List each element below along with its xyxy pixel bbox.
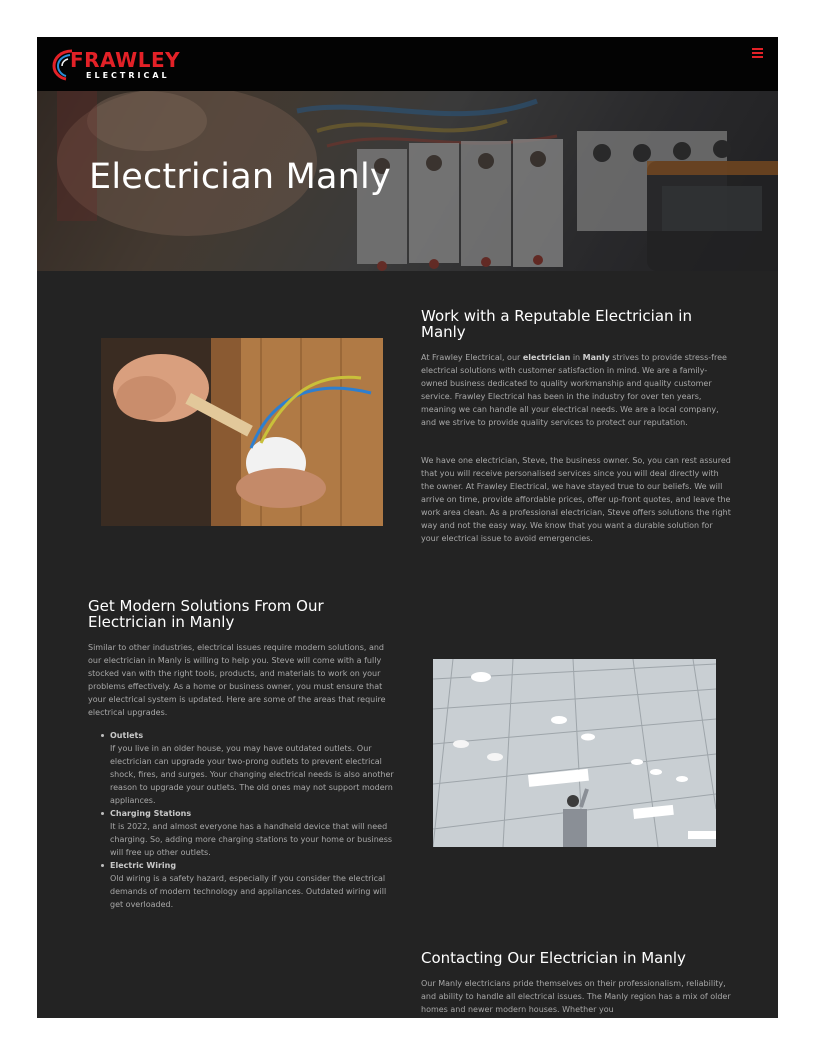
page-title: Electrician Manly bbox=[89, 157, 391, 197]
list-item-title: Electric Wiring bbox=[110, 861, 177, 870]
header-bar bbox=[37, 37, 778, 91]
hamburger-menu-icon[interactable] bbox=[752, 48, 763, 59]
brand-name: FRAWLEY bbox=[70, 48, 181, 72]
section2-intro-paragraph: Similar to other industries, electrical issues require modern solutions, and our electrician in Manly is willing to help you. Steve will come with a fully stocked van with the right tools, products, and materials to work on your problems effectively. As a home or business owner, you must ensure that your electrical system is updated. Here are some of the areas that require electrical upgrades. bbox=[88, 643, 386, 717]
list-item-title: Charging Stations bbox=[110, 809, 192, 818]
list-item bbox=[88, 807, 396, 859]
section1-paragraph-1: At Frawley Electrical, our electrician in Manly strives to provide stress-free electrical solutions with customer satisfaction in mind. We are a family-owned business dedicated to quality workmanship and quality customer service. Frawley Electrical has been in the industry for over ten years, meaning we can handle all your electrical needs. We are a local company, and we strive to provide quality services to protect our reputation. bbox=[421, 353, 727, 427]
brand-tagline: ELECTRICAL bbox=[86, 71, 170, 80]
list-item-text: It is 2022, and almost everyone has a handheld device that will need charging. So, adding more charging stations to your home or business will free up other outlets. bbox=[110, 822, 393, 857]
section-heading-modern-solutions: Get Modern Solutions From Our Electrician in Manly bbox=[88, 597, 324, 631]
brand-logo[interactable] bbox=[52, 45, 182, 85]
list-item bbox=[88, 729, 396, 807]
section-heading-reputable: Work with a Reputable Electrician in Manly bbox=[421, 307, 692, 341]
section-heading-contacting: Contacting Our Electrician in Manly bbox=[421, 949, 686, 967]
ceiling-lights-image bbox=[433, 659, 716, 847]
list-item-text: If you live in an older house, you may have outdated outlets. Our electrician can upgrade your two-prong outlets to prevent electrical shock, fires, and surges. Your changing electrical needs is also another reason to upgrade your outlets. The old ones may not support modern appliances. bbox=[110, 744, 394, 805]
list-item-text: Old wiring is a safety hazard, especially if you consider the electrical demands of modern technology and appliances. Outdated wiring will get overloaded. bbox=[110, 874, 387, 909]
page-frame bbox=[37, 37, 778, 1018]
list-item bbox=[88, 859, 396, 911]
electrician-wiring-image bbox=[101, 338, 383, 526]
hero-banner bbox=[37, 91, 778, 271]
section1-paragraph-2: We have one electrician, Steve, the business owner. So, you can rest assured that you will receive personalised services since you will deal directly with the owner. At Frawley Electrical, we have stayed true to our beliefs. We will arrive on time, provide affordable prices, offer up-front quotes, and leave the work area clean. As a professional electrician, Steve offers solutions the right way and not the easy way. We know that you want a durable solution for your electrical issue to avoid emergencies. bbox=[421, 456, 731, 543]
list-item-title: Outlets bbox=[110, 731, 144, 740]
section3-paragraph-1: Our Manly electricians pride themselves on their professionalism, reliability, and ability to handle all electrical issues. The Manly region has a mix of older homes and newer modern houses. Whether you bbox=[421, 979, 731, 1014]
upgrade-areas-list bbox=[88, 729, 396, 911]
